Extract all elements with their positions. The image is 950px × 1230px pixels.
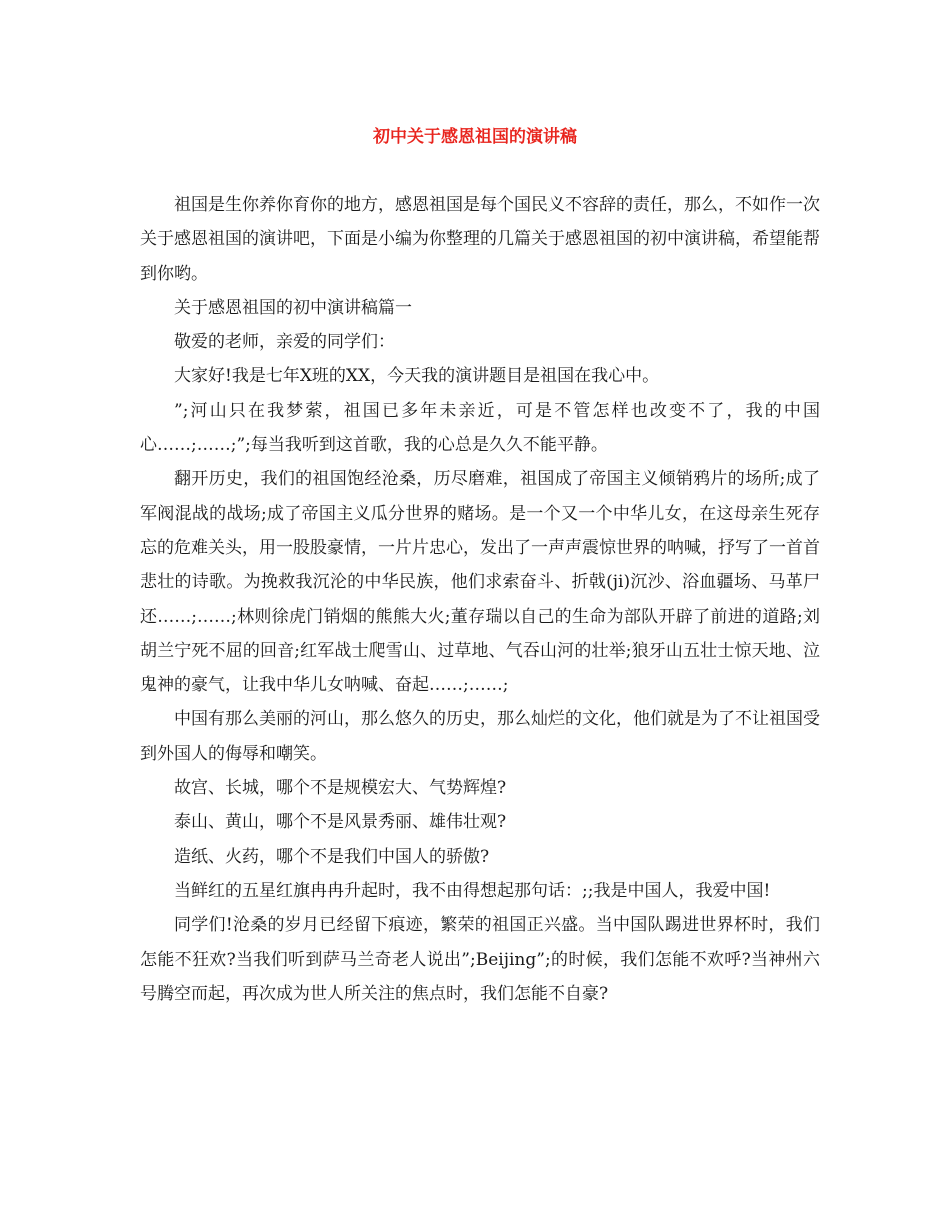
paragraph-history: 翻开历史，我们的祖国饱经沧桑，历尽磨难，祖国成了帝国主义倾销鸦片的场所;成了军阀混战的战场;成了帝国主义瓜分世界的赌场。是一个又一个中华儿女，在这母亲生死存忘的危难关头，用一股股豪情，一片片忠心，发出了一声声震惊世界的呐喊，抒写了一首首悲壮的诗歌。为挽救我沉沦的中华民族，他们求索奋斗、折戟(ji)沉沙、浴血疆场、马革尸还……;……;林则徐虎门销烟的熊熊大火;董存瑞以自己的生命为部队开辟了前进的道路;刘胡兰宁死不屈的回音;红军战士爬雪山、过草地、气吞山河的壮举;狼牙山五壮士惊天地、泣鬼神的豪气，让我中华儿女呐喊、奋起……;……; <box>140 469 820 696</box>
paragraph-culture: 中国有那么美丽的河山，那么悠久的历史，那么灿烂的文化，他们就是为了不让祖国受到外国人的侮辱和嘲笑。 <box>140 709 820 764</box>
paragraph-mountains: 泰山、黄山，哪个不是风景秀丽、雄伟壮观? <box>174 812 507 833</box>
paragraph-song-quote: ”;河山只在我梦萦，祖国已多年未亲近，可是不管怎样也改变不了，我的中国心……;……;”;每当我听到这首歌，我的心总是久久不能平静。 <box>140 400 820 456</box>
paragraph-inventions: 造纸、火药，哪个不是我们中国人的骄傲? <box>174 846 490 867</box>
document-body <box>140 188 820 1011</box>
document-title: 初中关于感恩祖国的演讲稿 <box>373 127 577 147</box>
paragraph-section-heading: 关于感恩祖国的初中演讲稿篇一 <box>174 297 412 318</box>
paragraph-intro: 祖国是生你养你育你的地方，感恩祖国是每个国民义不容辞的责任，那么，不如作一次关于感恩祖国的演讲吧，下面是小编为你整理的几篇关于感恩祖国的初中演讲稿，希望能帮到你哟。 <box>140 195 820 284</box>
paragraph-pride: 同学们!沧桑的岁月已经留下痕迹，繁荣的祖国正兴盛。当中国队踢进世界杯时，我们怎能不狂欢?当我们听到萨马兰奇老人说出”;Beijing”;的时候，我们怎能不欢呼?当神州六号腾空而起，再次成为世人所关注的焦点时，我们怎能不自豪? <box>140 915 820 1004</box>
paragraph-greeting: 大家好!我是七年X班的XX，今天我的演讲题目是祖国在我心中。 <box>174 366 660 387</box>
paragraph-palace: 故宫、长城，哪个不是规模宏大、气势辉煌? <box>174 778 507 799</box>
paragraph-salutation: 敬爱的老师，亲爱的同学们： <box>174 332 395 353</box>
paragraph-flag: 当鲜红的五星红旗冉冉升起时，我不由得想起那句话：;;我是中国人，我爱中国! <box>174 880 771 901</box>
